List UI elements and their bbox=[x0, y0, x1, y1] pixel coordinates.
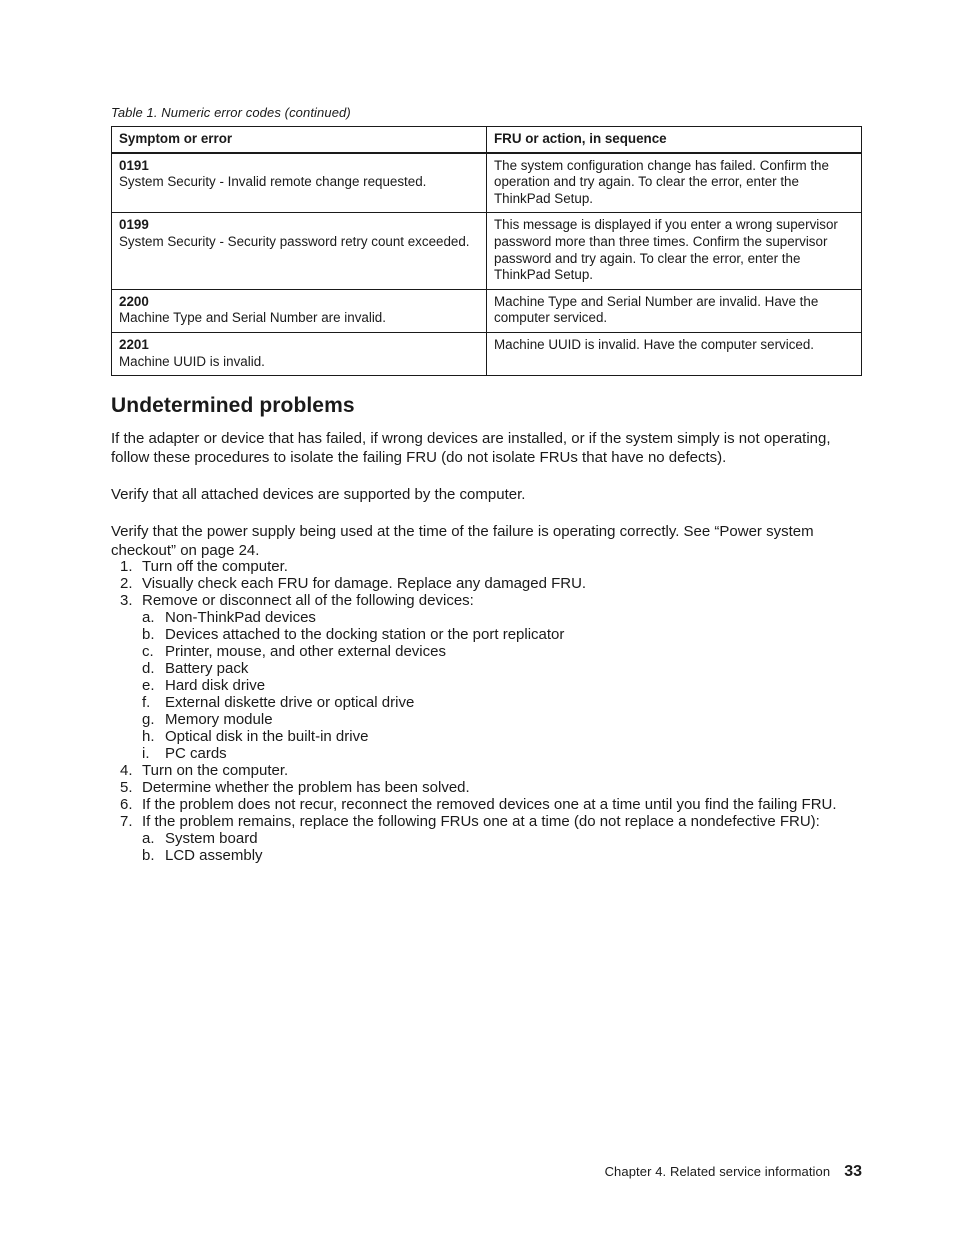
sub-text: Hard disk drive bbox=[165, 677, 266, 694]
symptom-text: System Security - Invalid remote change requested. bbox=[119, 174, 427, 190]
table-row bbox=[112, 332, 862, 375]
sub-list-item bbox=[142, 847, 871, 864]
action-cell: The system configuration change has failed. Confirm the operation and try again. To clear the error, enter the ThinkPad Setup. bbox=[487, 153, 862, 213]
devices-paragraph: Verify that all attached devices are supported by the computer. bbox=[111, 486, 526, 503]
symptom-text: System Security - Security password retry count exceeded. bbox=[119, 233, 470, 249]
symptom-text: Machine UUID is invalid. bbox=[119, 353, 265, 369]
intro-paragraph: If the adapter or device that has failed, if wrong devices are installed, or if the system simply is not operating, follow these procedures to isolate the failing FRU (do not isolate FRUs that have no defects). bbox=[111, 430, 831, 466]
error-code: 2200 bbox=[119, 293, 149, 309]
step-text: Turn off the computer. bbox=[142, 558, 288, 575]
step-number: 5. bbox=[120, 779, 133, 796]
action-cell: Machine UUID is invalid. Have the computer serviced. bbox=[487, 332, 862, 375]
page-number: 33 bbox=[844, 1163, 862, 1180]
sub-letter: h. bbox=[142, 728, 155, 745]
sub-text: Printer, mouse, and other external devices bbox=[165, 643, 446, 660]
list-item bbox=[111, 762, 871, 779]
step-number: 7. bbox=[120, 813, 133, 830]
sub-text: Non-ThinkPad devices bbox=[165, 609, 316, 626]
step-number: 1. bbox=[120, 558, 133, 575]
sub-letter: e. bbox=[142, 677, 155, 694]
step-number: 4. bbox=[120, 762, 133, 779]
error-code: 0191 bbox=[119, 157, 149, 173]
action-cell: This message is displayed if you enter a wrong supervisor password more than three times. Confirm the supervisor password and try again. To clear the error, enter the ThinkPad Setup. bbox=[487, 213, 862, 289]
step-text: Remove or disconnect all of the following devices: bbox=[142, 592, 474, 609]
sub-text: Memory module bbox=[165, 711, 273, 728]
sub-list-item bbox=[142, 660, 871, 677]
column-header-action: FRU or action, in sequence bbox=[487, 127, 862, 153]
sub-letter: a. bbox=[142, 830, 155, 847]
step-text: If the problem remains, replace the following FRUs one at a time (do not replace a nondefective FRU): bbox=[142, 813, 820, 830]
symptom-text: Machine Type and Serial Number are invalid. bbox=[119, 310, 386, 326]
sub-list-item bbox=[142, 626, 871, 643]
sub-letter: i. bbox=[142, 745, 150, 762]
procedure-steps bbox=[111, 558, 871, 864]
sub-list-item bbox=[142, 830, 871, 847]
table-row bbox=[112, 289, 862, 332]
footer-chapter: Chapter 4. Related service information bbox=[604, 1164, 831, 1179]
sub-letter: b. bbox=[142, 626, 155, 643]
fru-sublist bbox=[142, 830, 871, 864]
power-paragraph: Verify that the power supply being used at the time of the failure is operating correctly. See “Power system checkout” on page 24. bbox=[111, 523, 814, 559]
step-number: 3. bbox=[120, 592, 133, 609]
sub-letter: c. bbox=[142, 643, 154, 660]
sub-list-item bbox=[142, 694, 871, 711]
step-text: Visually check each FRU for damage. Replace any damaged FRU. bbox=[142, 575, 587, 592]
sub-list-item bbox=[142, 609, 871, 626]
list-item bbox=[111, 592, 871, 762]
error-codes-table bbox=[111, 126, 862, 376]
list-item bbox=[111, 558, 871, 575]
sub-list-item bbox=[142, 711, 871, 728]
table-caption: Table 1. Numeric error codes (continued) bbox=[111, 105, 351, 120]
sub-list-item bbox=[142, 728, 871, 745]
device-sublist bbox=[142, 609, 871, 762]
sub-list-item bbox=[142, 643, 871, 660]
table-row bbox=[112, 213, 862, 289]
sub-letter: f. bbox=[142, 694, 151, 711]
step-text: If the problem does not recur, reconnect the removed devices one at a time until you find the failing FRU. bbox=[142, 796, 837, 813]
sub-text: LCD assembly bbox=[165, 847, 263, 864]
sub-list-item bbox=[142, 677, 871, 694]
sub-text: Devices attached to the docking station or the port replicator bbox=[165, 626, 565, 643]
sub-text: PC cards bbox=[165, 745, 227, 762]
step-text: Turn on the computer. bbox=[142, 762, 289, 779]
sub-text: Optical disk in the built-in drive bbox=[165, 728, 369, 745]
step-text: Determine whether the problem has been solved. bbox=[142, 779, 470, 796]
sub-text: System board bbox=[165, 830, 258, 847]
sub-letter: a. bbox=[142, 609, 155, 626]
symptom-cell bbox=[112, 332, 487, 375]
error-code: 0199 bbox=[119, 217, 149, 233]
action-cell: Machine Type and Serial Number are invalid. Have the computer serviced. bbox=[487, 289, 862, 332]
sub-list-item bbox=[142, 745, 871, 762]
sub-text: External diskette drive or optical drive bbox=[165, 694, 415, 711]
sub-letter: g. bbox=[142, 711, 155, 728]
list-item bbox=[111, 575, 871, 592]
list-item bbox=[111, 796, 871, 813]
list-item bbox=[111, 779, 871, 796]
symptom-cell bbox=[112, 213, 487, 289]
sub-letter: b. bbox=[142, 847, 155, 864]
symptom-cell bbox=[112, 289, 487, 332]
symptom-cell bbox=[112, 153, 487, 213]
step-number: 2. bbox=[120, 575, 133, 592]
step-number: 6. bbox=[120, 796, 133, 813]
table-header-row bbox=[112, 127, 862, 153]
sub-letter: d. bbox=[142, 660, 155, 677]
column-header-symptom: Symptom or error bbox=[112, 127, 487, 153]
page-footer bbox=[605, 1163, 862, 1181]
table-row bbox=[112, 153, 862, 213]
list-item bbox=[111, 813, 871, 864]
section-title: Undetermined problems bbox=[111, 394, 355, 417]
error-code: 2201 bbox=[119, 336, 149, 352]
sub-text: Battery pack bbox=[165, 660, 249, 677]
